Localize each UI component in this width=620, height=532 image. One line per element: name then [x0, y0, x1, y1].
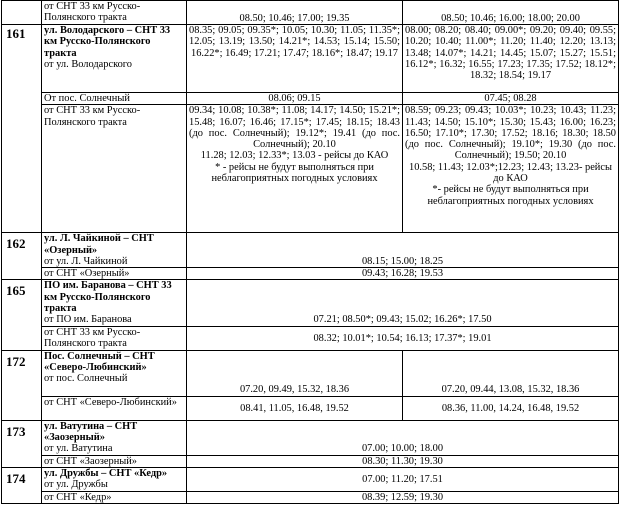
weather-note-left: * - рейсы не будут выполняться при неблагоприятных погодных условиях	[211, 161, 378, 185]
schedule-times-left: 09.34; 10.08; 10.38*; 11.08; 14.17; 14.50; 15.21*; 15.48; 16.07; 16.46; 17.15*; 17.45; 18.15; 18.43 (до пос. Солнечный); 19.12*; 19.41 (до пос. Солнечный); 20.10	[189, 105, 400, 151]
table-row	[2, 268, 619, 280]
table-row	[2, 491, 619, 503]
schedule-times-left: 07.20, 09.49, 15.32, 18.36	[187, 350, 403, 396]
table-row	[2, 25, 619, 93]
table-row	[2, 1, 619, 25]
schedule-times-left: 08.50; 10.46; 17.00; 19.35	[187, 1, 403, 25]
route-title: ул. Л. Чайкиной – СНТ «Озерный»	[44, 233, 154, 256]
table-row	[2, 350, 619, 396]
schedule-times: 08.32; 10.01*; 10.54; 16.13; 17.37*; 19.01	[187, 326, 619, 350]
schedule-times-left-cell	[187, 105, 403, 233]
weather-note-right: *- рейсы не будут выполняться при неблагоприятных погодных условиях	[427, 184, 594, 207]
table-row	[2, 326, 619, 350]
schedule-times-right-cell	[403, 105, 619, 233]
schedule-times-left: 08.35; 09.05; 09.35*; 10.05; 10.30; 11.05; 11.35*; 12.05; 13.19; 13.50; 14.21*; 14.53; 15.14; 15.50; 16.22*; 16.49; 17.21; 17.47; 18.16*; 18.47; 19.17	[187, 25, 403, 93]
kao-trips-left: 11.28; 12.03; 12.33*; 13.03 - рейсы до КАО	[200, 150, 389, 162]
schedule-times-left: 08.06; 09.15	[187, 93, 403, 105]
route-direction-label: от СНТ 33 км Русско-Полянского тракта	[42, 1, 187, 25]
route-title: ул. Ватутина – СНТ «Заозерный»	[44, 420, 138, 443]
table-row	[2, 396, 619, 420]
schedule-times: 07.00; 11.20; 17.51	[187, 467, 619, 491]
route-number: 162	[2, 233, 42, 280]
route-direction-label: от ул. Ватутина	[44, 443, 113, 455]
schedule-times-right: 07.45; 08.28	[403, 93, 619, 105]
route-direction-label: от ПО им. Баранова	[44, 314, 132, 326]
route-number: 173	[2, 420, 42, 467]
schedule-times: 07.21; 08.50*; 09.43; 15.02; 16.26*; 17.50	[187, 280, 619, 326]
schedule-times: 08.39; 12.59; 19.30	[187, 491, 619, 503]
schedule-times-right: 08.59; 09.23; 09.43; 10.03*; 10.23; 10.43; 11.23; 11.43; 14.50; 15.10*; 15.30; 15.43; 16.00; 16.23; 16.50; 17.10*; 17.30; 17.52; 18.16; 18.30; 18.50 (до пос. Солнечный); 19.10*; 19.30 (до пос. Солнечный); 19.50; 20.10	[405, 105, 616, 162]
schedule-times-right: 08.00; 08.20; 08.40; 09.00*; 09.20; 09.40; 09.55; 10.20; 10.40; 11.00*; 11.20; 11.40; 12.20; 13.13; 13.48; 14.07*; 14.21; 14.45; 15.07; 15.27; 15.51; 16.12*; 16.32; 16.55; 17.23; 17.35; 17.52; 18.12*; 18.32; 18.54; 19.17	[403, 25, 619, 93]
table-row	[2, 420, 619, 455]
table-row	[2, 93, 619, 105]
route-direction-label: от СНТ «Озерный»	[42, 268, 187, 280]
route-direction-label: от СНТ «Кедр»	[42, 491, 187, 503]
schedule-table	[1, 0, 619, 504]
schedule-times-right: 07.20, 09.44, 13.08, 15.32, 18.36	[403, 350, 619, 396]
route-title: ПО им. Баранова – СНТ 33 км Русско-Полянского тракта	[44, 280, 172, 315]
table-row	[2, 280, 619, 326]
route-direction-label: от ул. Володарского	[44, 58, 133, 70]
route-direction-label: От пос. Солнечный	[42, 93, 187, 105]
route-direction-label: от ул. Дружбы	[44, 479, 108, 491]
route-number: 161	[2, 25, 42, 233]
schedule-times: 07.00; 10.00; 18.00	[187, 420, 619, 455]
route-desc-cell	[42, 350, 187, 396]
schedule-times-right: 08.50; 10.46; 16.00; 18.00; 20.00	[403, 1, 619, 25]
schedule-times: 08.15; 15.00; 18.25	[187, 233, 619, 268]
table-row	[2, 105, 619, 233]
route-desc-cell	[42, 420, 187, 455]
route-desc-cell	[42, 467, 187, 491]
schedule-times: 08.30; 11.30; 19.30	[187, 455, 619, 467]
route-number: 172	[2, 350, 42, 420]
kao-trips-right: 10.58; 11.43; 12.03*;12.23; 12.43; 13.23- рейсы до КАО	[409, 161, 612, 185]
route-direction-label: от пос. Солнечный	[44, 373, 128, 385]
schedule-times: 09.43; 16.28; 19.53	[187, 268, 619, 280]
route-desc-cell	[42, 233, 187, 268]
route-title: ул. Володарского – СНТ 33 км Русско-Полянского тракта	[44, 25, 171, 59]
route-number-cell	[2, 1, 42, 25]
route-direction-label: от СНТ 33 км Русско-Полянского тракта	[42, 326, 187, 350]
route-desc-cell	[42, 25, 187, 93]
route-number: 165	[2, 280, 42, 350]
route-direction-label: от СНТ «Заозерный»	[42, 455, 187, 467]
route-direction-label: от ул. Л. Чайкиной	[44, 255, 128, 267]
route-number: 174	[2, 467, 42, 503]
route-direction-label: от СНТ «Северо-Любинский»	[42, 396, 187, 420]
table-row	[2, 233, 619, 268]
route-direction-label: от СНТ 33 км Русско-Полянского тракта	[42, 105, 187, 233]
schedule-times-left: 08.41, 11.05, 16.48, 19.52	[187, 396, 403, 420]
route-desc-cell	[42, 280, 187, 326]
table-row	[2, 467, 619, 491]
table-row	[2, 455, 619, 467]
route-title: ул. Дружбы – СНТ «Кедр»	[44, 467, 168, 479]
route-title: Пос. Солнечный – СНТ «Северо-Любинский»	[44, 350, 155, 373]
schedule-times-right: 08.36, 11.00, 14.24, 16.48, 19.52	[403, 396, 619, 420]
